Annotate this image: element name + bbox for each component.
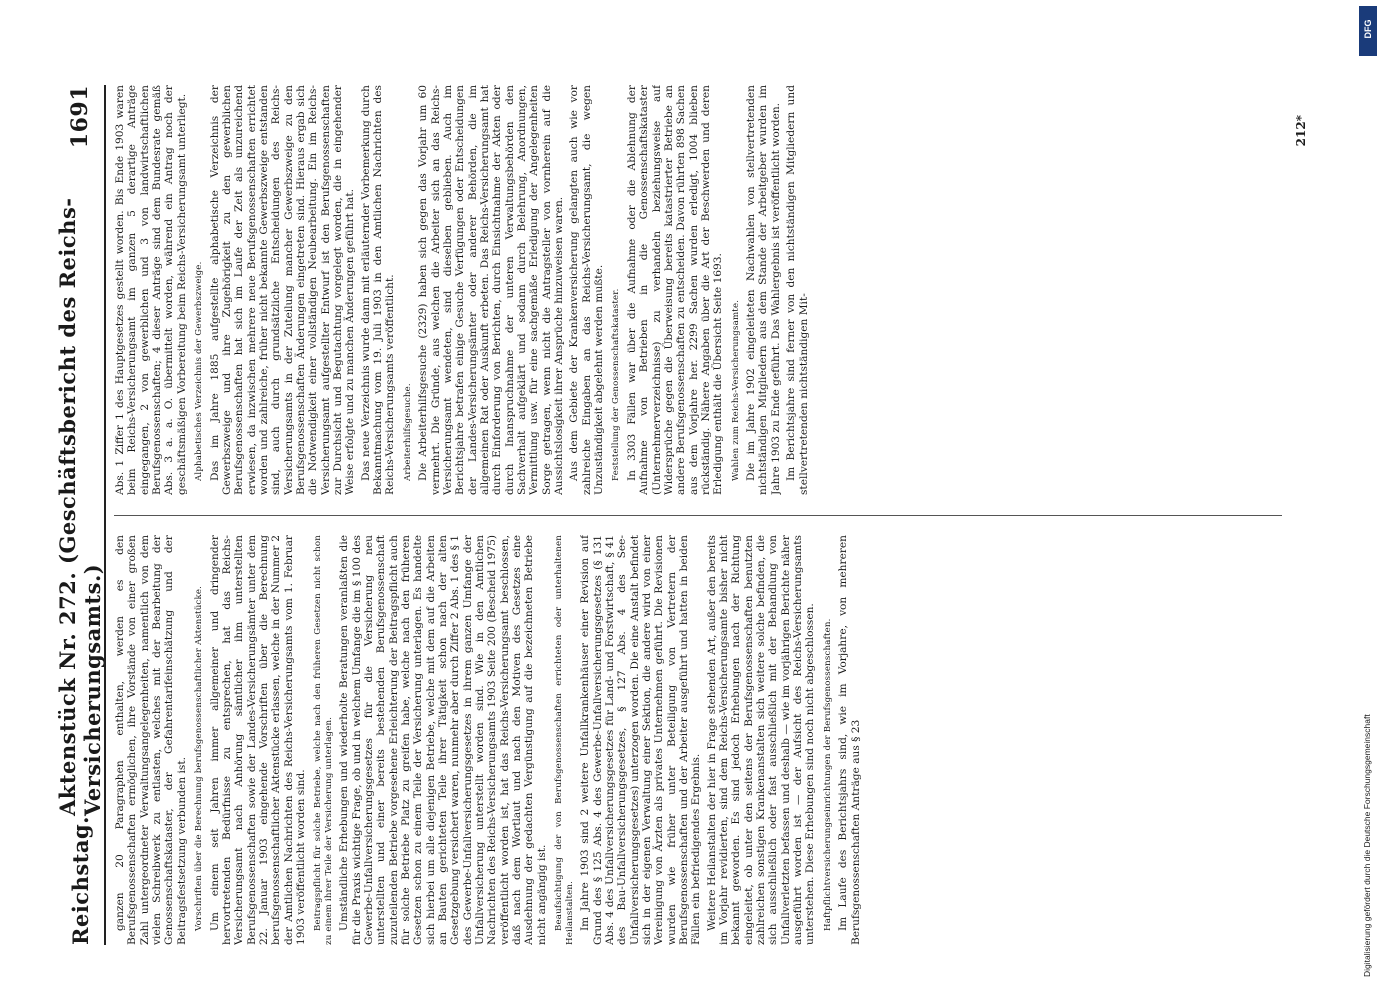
paragraph: Die im Jahre 1902 eingeleiteten Nachwahlen von stellvertretenden nichtständigen Mitgliedern aus dem Stande der Arbeitgeber wurden im Jahre 1903 zu Ende geführt. Das Wahlergebnis ist veröffentlicht worden. — [745, 85, 782, 495]
paragraph: Abs. 1 Ziffer 1 des Hauptgesetzes gestellt worden. Bis Ende 1903 waren beim Reichs-Versicherungsamt im ganzen 5 derartige Anträge eingegangen, 2 von gewerblichen und 3 von landwirtschaftlichen Berufsgenossenschaften; 4 dieser Anträge sind dem Bundesrate gemäß Abs. 3 a. a. O. übermittelt worden, während ein Antrag noch der geschäftsmäßigen Vorbereitung beim Reichs-Versicherungsamt unterliegt. — [114, 85, 188, 495]
paragraph: Um einem seit Jahren immer allgemeiner und dringender hervortretenden Bedürfnisse zu entsprechen, hat das Reichs-Versicherungsamt nach Anhörung sämtlicher ihm unterstellten Berufsgenossenschaften sowie der Landes-Versicherungsämter unter dem 22. Januar 1903 eingehende Vorschriften über die Berechnung berufsgenossenschaftlicher Aktenstücke erlassen, welche in der Nummer 2 der Amtlichen Nachrichten des Reichs-Versicherungsamts vom 1. Februar 1903 veröffentlicht worden sind. — [208, 535, 307, 945]
paragraph: In 3303 Fällen war über die Aufnahme oder die Ablehnung der Aufnahme von Betrieben in die Genossenschaftskataster (Unternehmerverzeichnisse) zu verhandeln beziehungsweise auf Widersprüche gegen die Überweisung bereits katastrierter Betriebe an andere Berufsgenossenschaften zu entscheiden. Davon rührten 898 Sachen aus dem Vorjahre her. 2299 Sachen wurden erledigt, 1004 blieben rückständig. Nähere Angaben über die Art der Beschwerden und deren Erledigung enthält die Übersicht Seite 1693. — [625, 85, 725, 495]
section-heading: Alphabetisches Verzeichnis der Gewerbszweige. — [194, 261, 205, 481]
dfg-logo-text: DFG — [1363, 19, 1373, 39]
signature-mark: 212* — [1294, 115, 1308, 147]
section-heading: Beaufsichtigung der von Berufsgenossenschaften errichteten oder unterhaltenen Heilanstalten. — [554, 535, 575, 945]
paragraph: Aus dem Gebiete der Krankenversicherung gelangten auch wie vor zahlreiche Eingaben an das Reichs-Versicherungsamt, die wegen Unzuständigkeit abgelehnt werden mußte. — [568, 85, 606, 495]
paragraph: Das neue Verzeichnis wurde dann mit erläuternder Vorbemerkung durch Bekanntmachung vom 19. Juli 1903 in den Amtlichen Nachrichten des Reichs-Versicherungsamts veröffentlicht. — [359, 85, 397, 495]
paragraph: Umständliche Erhebungen und wiederholte Beratungen veranlaßten die für die Praxis wichtige Frage, ob und in welchem Umfange die im § 100 des Gewerbe-Unfallversicherungsgesetzes für die Versicherung neu unterstellten und einer bereits bestehenden Berufsgenossenschaft zuzuteilenden Betriebe vorgesehene Erleichterung der Beitragspflicht auch für solche Betriebe Platz zu greifen habe, welche nach den früheren Gesetzen schon zu einem Teile der Versicherung unterlagen. Es handelte sich hierbei um alle diejenigen Betriebe, welche mit dem auf die Arbeiten an Bauten gerichteten Teile ihrer Tätigkeit schon nach der alten Gesetzgebung versichert waren, nunmehr aber durch Ziffer 2 Abs. 1 des § 1 des Gewerbe-Unfallversicherungsgesetzes in ihrem ganzen Umfange der Unfallversicherung unterstellt worden sind. Wie in den Amtlichen Nachrichten des Reichs-Versicherungsamts 1903 Seite 200 (Bescheid 1975) veröffentlicht worden ist, hat das Reichs-Versicherungsamt beschlossen, daß nach dem Wortlaut und nach den Motiven des Gesetzes eine Ausdehnung der gedachten Vergünstigung auf die bezeichneten Betriebe nicht angängig ist. — [338, 535, 548, 945]
paragraph: Im Laufe des Berichtsjahrs sind, wie im Vorjahre, von mehreren Berufsgenossenschaften Anträge aus § 23 — [837, 535, 862, 945]
paragraph: Im Berichtsjahre sind ferner von den nichtständigen Mitgliedern und stellvertretenden nichtständigen Mit- — [785, 85, 810, 495]
right-column — [114, 85, 1282, 495]
paragraph: Die Arbeiterhilfsgesuche (2329) haben sich gegen das Vorjahr um 60 vermehrt. Die Gründe, aus welchen die Arbeiter sich an das Reichs-Versicherungsamt wendeten, sind dieselben geblieben. Auch im Berichtsjahre betrafen einige Gesuche Verfügungen oder Entscheidungen der Landes-Versicherungsämter oder anderer Behörden, die im allgemeinen Rat oder Auskunft erbeten. Das Reichs-Versicherungsamt hat durch Einforderung von Berichten, durch Einsichtnahme der Akten oder durch Inanspruchnahme der unteren Verwaltungsbehörden den Sachverhalt aufgeklärt und sodann durch Belehrung, Anordnungen, Vermittlung usw. für eine sachgemäße Erledigung der Angelegenheiten Sorge getragen, wenn nicht die Antragsteller von vornherein auf die Aussichtslosigkeit ihrer Ansprüche hinzuweisen waren. — [417, 85, 565, 495]
digitization-note-text: Digitalisierung gefördert durch die Deutsche Forschungsgemeinschaft — [1362, 714, 1372, 977]
paragraph: Das im Jahre 1885 aufgestellte alphabetische Verzeichnis der Gewerbszweige und ihre Zugehörigkeit zu den gewerblichen Berufsgenossenschaften hat sich im Laufe der Zeit als unzureichend erwiesen, da inzwischen mehrere neue Berufsgenossenschaften errichtet worden und zahlreiche, früher nicht bekannte Gewerbszweige entstanden sind, auch durch grundsätzliche Entscheidungen des Reichs-Versicherungsamts in der Zuteilung mancher Gewerbszweige zu den Berufsgenossenschaften Änderungen eingetreten sind. Hieraus ergab sich die Notwendigkeit einer vollständigen Neubearbeitung. Ein im Reichs-Versicherungsamt aufgestellter Entwurf ist den Berufsgenossenschaften zur Durchsicht und Begutachtung vorgelegt worden, die in eingehender Weise erfolgte und zu manchen Änderungen geführt hat. — [208, 85, 357, 495]
section-heading: Wahlen zum Reichs-Versicherungsamte. — [730, 299, 741, 481]
section-heading: Feststellung der Genossenschaftskataster. — [611, 288, 622, 481]
digitization-note — [1359, 420, 1375, 980]
header-rule — [104, 85, 106, 945]
paragraph: Im Jahre 1903 sind 2 weitere Unfallkrankenhäuser einer Revision auf Grund des § 125 Abs. 4 des Gewerbe-Unfallversicherungsgesetzes (§ 131 Abs. 4 des Unfallversicherungsgesetzes für Land- und Forstwirtschaft, § 41 des Bau-Unfallversicherungsgesetzes, § 127 Abs. 4 des See-Unfallversicherungsgesetzes) unterzogen worden. Die eine Anstalt befindet sich in der eigenen Verwaltung einer Sektion, die andere wird von einer Vereinigung von Ärzten als privates Unternehmen geführt. Die Revisionen wurden wie früher unter Beteiligung von Vertretern der Berufsgenossenschaften und der Arbeiter ausgeführt und hatten in beiden Fällen ein befriedigendes Ergebnis. — [579, 535, 703, 945]
section-heading: Haftpflichtversicherungseinrichtungen der Berufsgenossenschaften. — [822, 618, 833, 931]
header-title: Aktenstück Nr. 272. (Geschäftsbericht des Reichs-Versicherungsamts.) — [55, 197, 105, 817]
header-left: Reichstag. — [67, 816, 93, 945]
paragraph: ganzen 20 Paragraphen enthalten, werden es den Berufsgenossenschaften ermöglichen, ihre Vorstände von einer großen Zahl untergeordneter Verwaltungsangelegenheiten, namentlich von dem vielen Schreibwerk zu entlasten, welches mit der Bearbeitung der Genossenschaftskataster, der Gefahrentarifeinschätzung und der Beitragsfestsetzung verbunden ist. — [114, 535, 188, 945]
page-scan — [55, 85, 1330, 945]
section-heading: Arbeiterhilfsgesuche. — [402, 383, 413, 481]
paragraph: Weitere Heilanstalten der hier in Frage stehenden Art, außer den bereits im Vorjahr revidierten, sind dem Reichs-Versicherungsamte bisher nicht bekannt geworden. Es sind jedoch Erhebungen nach der Richtung eingeleitet, ob unter den seitens der Berufsgenossenschaften benutzten zahlreichen sonstigen Krankenanstalten sich weitere solche befinden, die sich ausschließlich oder fast ausschließlich mit der Behandlung von Unfallverletzten befassen und deshalb — wie im vorjährigen Berichte näher ausgeführt worden ist — der Aufsicht des Reichs-Versicherungsamts unterstehen. Diese Erhebungen sind noch nicht abgeschlossen. — [705, 535, 817, 945]
section-heading: Beitragspflicht für solche Betriebe, welche nach den früheren Gesetzen nicht schon zu einem ihrer Teile der Versicherung unterlagen. — [313, 535, 334, 945]
dfg-logo — [1359, 6, 1377, 56]
page-number: 1691 — [67, 85, 93, 149]
left-column — [114, 535, 1282, 945]
column-divider — [114, 515, 1282, 516]
running-header — [55, 85, 105, 945]
document-page — [55, 85, 1330, 945]
section-heading: Vorschriften über die Berechnung berufsgenossenschaftlicher Aktenstücke. — [194, 585, 205, 931]
